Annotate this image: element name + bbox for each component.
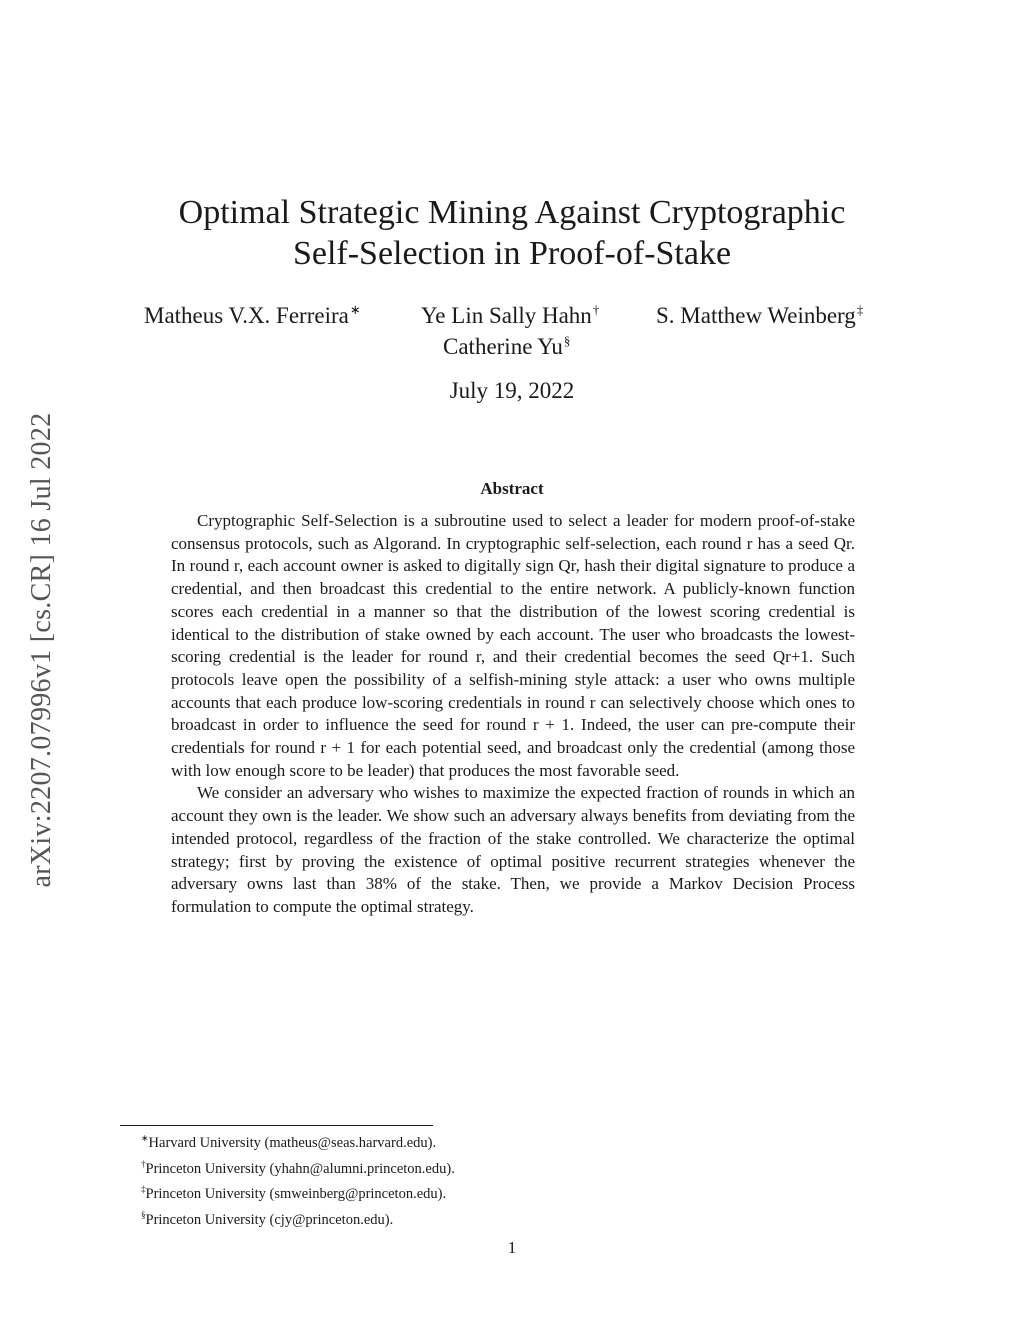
page-number: 1: [507, 1238, 517, 1257]
footnote-mark: †: [141, 1158, 146, 1169]
author-footnote-mark: §: [563, 333, 571, 348]
footnote-text: Princeton University (cjy@princeton.edu).: [145, 1211, 394, 1228]
footnote-mark: §: [141, 1209, 146, 1220]
footnote-2: [141, 1154, 455, 1180]
abstract-heading: Abstract: [480, 479, 544, 498]
publication-date: July 19, 2022: [449, 378, 575, 403]
arxiv-sidebar-stamp: [12, 360, 72, 940]
footnotes: [141, 1128, 455, 1230]
paper-title: [0, 192, 1024, 274]
abstract-paragraph-1: Cryptographic Self-Selection is a subroutine used to select a leader for modern proof-of-stake consensus protocols, such as Algorand. In cryptographic self-selection, each round r has a seed Qr. In round r, each account owner is asked to digitally sign Qr, hash their digital signature to produce a credential, and then broadcast this credential to the entire network. A publicly-known function scores each credential in a manner so that the distribution of the lowest scoring credential is identical to the distribution of stake owned by each account. The user who broadcasts the lowest-scoring credential is the leader for round r, and their credential becomes the seed Qr+1. Such protocols leave open the possibility of a selfish-mining style attack: a user who owns multiple accounts that each produce low-scoring credentials in round r can selectively choose which ones to broadcast in order to influence the seed for round r + 1. Indeed, the user can pre-compute their credentials for round r + 1 for each potential seed, and broadcast only the credential (among those with low enough score to be leader) that produces the most favorable seed.: [171, 511, 855, 780]
author-hahn: [421, 302, 599, 329]
abstract-body: [171, 510, 855, 919]
author-name: S. Matthew Weinberg: [656, 303, 856, 328]
author-footnote-mark: †: [592, 302, 600, 317]
abstract-paragraph-2: We consider an adversary who wishes to maximize the expected fraction of rounds in which an account they own is the leader. We show such an adversary always benefits from deviating from the intended protocol, regardless of the fraction of the stake controlled. We characterize the optimal strategy; first by proving the existence of optimal positive recurrent strategies whenever the adversary owns last than 38% of the stake. Then, we provide a Markov Decision Process formulation to compute the optimal strategy.: [171, 783, 855, 916]
arxiv-identifier: arXiv:2207.07996v1 [cs.CR] 16 Jul 2022: [26, 412, 57, 888]
footnote-mark: ∗: [141, 1133, 149, 1143]
author-name: Catherine Yu: [443, 334, 563, 359]
author-footnote-mark: ‡: [856, 302, 864, 317]
footnote-text: Harvard University (matheus@seas.harvard.edu).: [148, 1135, 437, 1151]
footnote-3: [141, 1179, 455, 1205]
footnote-text: Princeton University (smweinberg@princeton.edu).: [145, 1186, 447, 1202]
author-yu: [443, 333, 570, 360]
author-ferreira: [144, 302, 361, 329]
footnote-mark: ‡: [141, 1184, 146, 1194]
footnote-rule: [120, 1125, 433, 1126]
footnote-1: [141, 1128, 455, 1154]
author-name: Matheus V.X. Ferreira: [144, 303, 349, 328]
author-footnote-mark: ∗: [349, 302, 361, 317]
footnote-text: Princeton University (yhahn@alumni.princeton.edu).: [145, 1160, 455, 1177]
author-weinberg: [656, 302, 863, 329]
author-name: Ye Lin Sally Hahn: [421, 303, 592, 328]
paper-title-line-2: Self-Selection in Proof-of-Stake: [292, 235, 732, 272]
footnote-4: [141, 1205, 455, 1231]
paper-title-line-1: Optimal Strategic Mining Against Cryptographic: [178, 194, 846, 231]
